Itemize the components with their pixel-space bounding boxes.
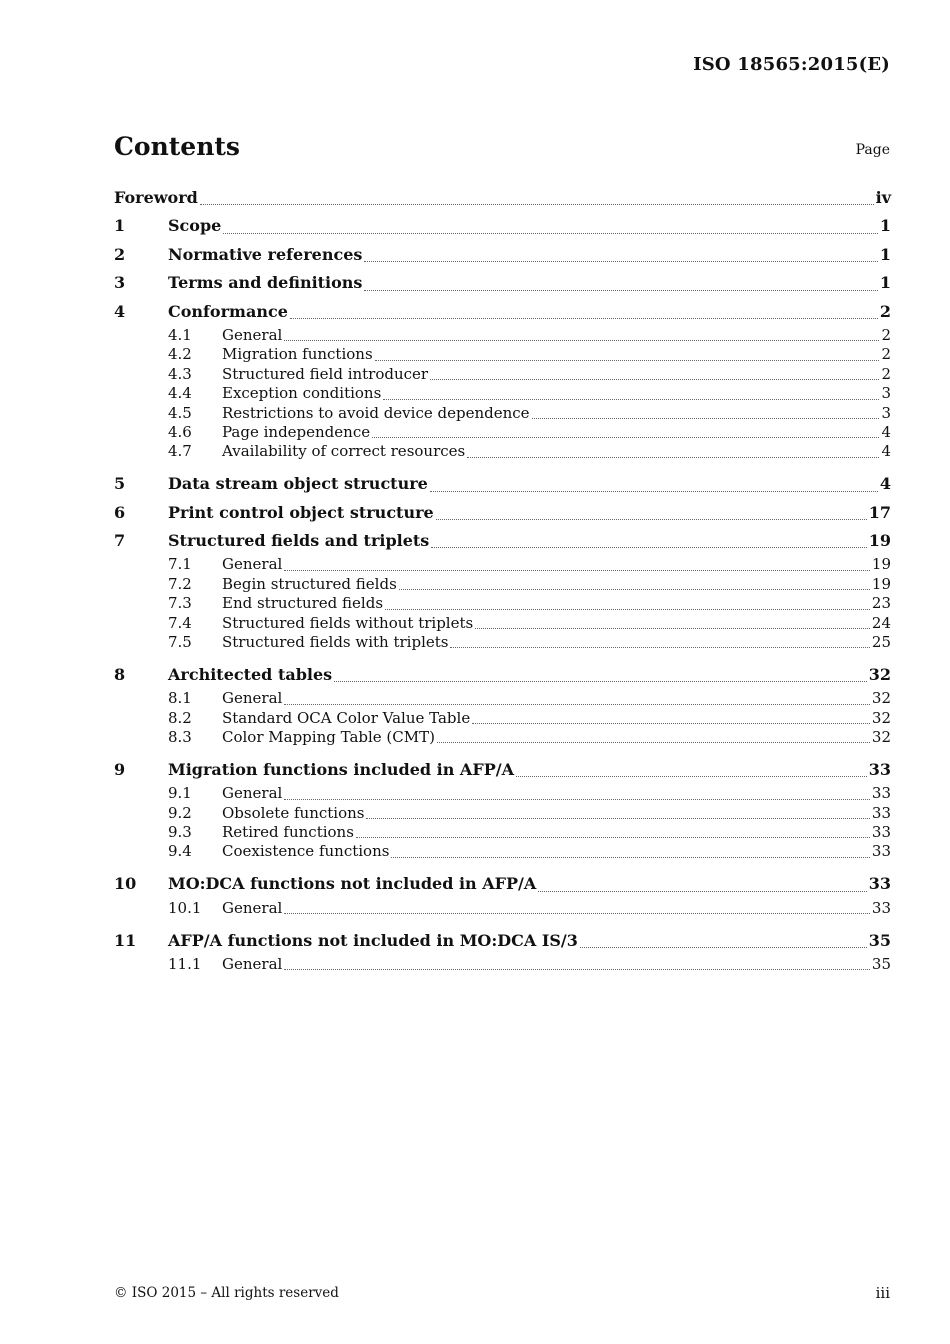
toc-entry-title: Terms and definitions: [168, 273, 363, 293]
toc-entry-number: 4: [114, 301, 126, 321]
toc-entry-number: 9.3: [168, 823, 192, 842]
toc-entry-page: iv: [875, 188, 891, 207]
toc-entry-number: 3: [114, 273, 126, 293]
toc-entry-number: 9: [114, 759, 126, 779]
toc-entry[interactable]: [114, 756, 891, 784]
toc-subentry[interactable]: [114, 633, 891, 652]
toc-entry-title: General: [222, 325, 283, 344]
toc-subentry[interactable]: [114, 842, 891, 861]
toc-entry-page: 32: [871, 727, 891, 746]
toc-entry-number: 7: [114, 530, 126, 550]
dot-leader: [290, 317, 878, 319]
dot-leader: [364, 289, 877, 291]
toc-subentry[interactable]: [114, 404, 891, 423]
dot-leader: [391, 856, 869, 858]
toc-entry-title: Migration functions: [222, 345, 373, 364]
dot-leader: [334, 680, 867, 682]
toc-entry-number: 9.4: [168, 842, 192, 861]
toc-entry[interactable]: [114, 212, 891, 240]
dot-leader: [284, 912, 870, 914]
toc-entry-title: General: [222, 955, 283, 973]
toc-entry-number: 4.5: [168, 403, 192, 422]
dot-leader: [538, 890, 866, 892]
toc-entry-title: Coexistence functions: [222, 842, 390, 861]
dot-leader: [383, 398, 879, 400]
dot-leader: [450, 646, 869, 648]
toc-entry-page: 2: [881, 345, 891, 364]
toc-entry-page: 35: [871, 955, 891, 973]
toc-entry-number: 8.1: [168, 689, 192, 708]
toc-entry-title: Color Mapping Table (CMT): [222, 727, 435, 746]
toc-entry-number: 10: [114, 874, 137, 894]
toc-entry-title: Exception conditions: [222, 384, 382, 403]
toc-entry[interactable]: [114, 499, 891, 527]
toc-entry-title: Structured fields without triplets: [222, 613, 474, 632]
toc-entry-number: 7.2: [168, 574, 192, 593]
toc-entry-number: 9.1: [168, 784, 192, 803]
toc-entry-number: 11: [114, 930, 137, 950]
toc-entry[interactable]: [114, 527, 891, 555]
dot-leader: [399, 588, 870, 590]
toc-entry[interactable]: [114, 661, 891, 689]
toc-entry-title: Architected tables: [168, 664, 333, 684]
toc-entry[interactable]: [114, 927, 891, 955]
toc-entry-title: Data stream object structure: [168, 474, 428, 494]
toc-entry-number: 7.3: [168, 594, 192, 613]
toc-entry-number: 6: [114, 502, 126, 522]
toc-subentry[interactable]: [114, 594, 891, 613]
dot-leader: [284, 703, 870, 705]
toc-entry-title: General: [222, 784, 283, 803]
toc-entry-page: 33: [871, 823, 891, 842]
toc-subentry[interactable]: [114, 955, 891, 974]
dot-leader: [436, 518, 867, 520]
toc-entry-number: 2: [114, 244, 126, 264]
dot-leader: [385, 608, 870, 610]
toc-entry-title: Restrictions to avoid device dependence: [222, 403, 530, 422]
toc-entry-page: 19: [868, 530, 891, 550]
toc-entry-title: Standard OCA Color Value Table: [222, 708, 471, 727]
dot-leader: [475, 627, 870, 629]
dot-leader: [467, 456, 879, 458]
dot-leader: [516, 775, 867, 777]
toc-entry[interactable]: [114, 184, 891, 212]
toc-entry-number: 4.1: [168, 325, 192, 344]
toc-subentry[interactable]: [114, 365, 891, 384]
toc-entry-page: 4: [879, 474, 891, 494]
toc-entry-page: 33: [868, 874, 891, 894]
toc-entry-page: 19: [871, 555, 891, 574]
toc-entry-title: Structured field introducer: [222, 364, 429, 383]
dot-leader: [437, 741, 870, 743]
toc-entry-number: 8.3: [168, 727, 192, 746]
toc-subentry[interactable]: [114, 345, 891, 364]
toc-subentry[interactable]: [114, 555, 891, 574]
dot-leader: [431, 546, 866, 548]
dot-leader: [284, 968, 870, 970]
toc-entry-page: 1: [879, 244, 891, 264]
toc-entry-page: 4: [881, 442, 891, 461]
toc-subentry[interactable]: [114, 709, 891, 728]
page-column-label: Page: [855, 142, 890, 158]
toc-entry-title: Conformance: [168, 301, 288, 321]
toc-entry-page: 32: [868, 664, 891, 684]
toc-entry-page: 2: [881, 325, 891, 344]
toc-entry-page: 24: [871, 613, 891, 632]
toc-entry-page: 33: [871, 803, 891, 822]
toc-entry-number: 8: [114, 664, 126, 684]
toc-entry-page: 23: [871, 594, 891, 613]
toc-entry-title: General: [222, 689, 283, 708]
toc-entry-number: 10.1: [168, 898, 202, 917]
toc-subentry[interactable]: [114, 728, 891, 747]
toc-entry-page: 32: [871, 708, 891, 727]
dot-leader: [284, 339, 879, 341]
toc-subentry[interactable]: [114, 823, 891, 842]
toc-subentry[interactable]: [114, 899, 891, 918]
toc-entry[interactable]: [114, 269, 891, 297]
toc-entry-title: Begin structured fields: [222, 574, 397, 593]
toc-entry-title: Structured fields and triplets: [168, 530, 430, 550]
dot-leader: [430, 490, 878, 492]
toc-entry-page: 33: [871, 842, 891, 861]
toc-entry-title: Normative references: [168, 244, 363, 264]
toc-subentry[interactable]: [114, 689, 891, 708]
toc-entry-title: Obsolete functions: [222, 803, 365, 822]
toc-subentry[interactable]: [114, 784, 891, 803]
toc-entry-number: 7.1: [168, 555, 192, 574]
dot-leader: [284, 569, 870, 571]
toc-entry-number: 11.1: [168, 955, 202, 973]
toc-entry[interactable]: [114, 870, 891, 898]
toc-subentry[interactable]: [114, 384, 891, 403]
toc-entry-title: Structured fields with triplets: [222, 632, 449, 651]
toc-entry-title: Migration functions included in AFP/A: [168, 759, 514, 779]
toc-entry-page: 33: [868, 759, 891, 779]
toc-entry-page: 1: [879, 216, 891, 236]
toc-entry-number: 4.7: [168, 442, 192, 461]
toc-entry-number: 8.2: [168, 708, 192, 727]
document-identifier: ISO 18565:2015(E): [693, 54, 890, 75]
dot-leader: [430, 378, 879, 380]
toc-entry-page: 25: [871, 632, 891, 651]
toc-entry-page: 3: [881, 403, 891, 422]
toc-entry[interactable]: [114, 241, 891, 269]
dot-leader: [364, 260, 877, 262]
toc-entry-title: Foreword: [114, 188, 198, 207]
toc-subentry[interactable]: [114, 804, 891, 823]
toc-entry-page: 2: [879, 301, 891, 321]
toc-entry-title: General: [222, 898, 283, 917]
toc-entry-page: 33: [871, 784, 891, 803]
toc-entry-number: 4.4: [168, 384, 192, 403]
toc-entry-page: 3: [881, 384, 891, 403]
dot-leader: [472, 722, 870, 724]
toc-entry[interactable]: [114, 298, 891, 326]
toc-subentry[interactable]: [114, 442, 891, 461]
toc-entry-title: AFP/A functions not included in MO:DCA IS/3: [168, 930, 578, 950]
toc-entry-number: 4.3: [168, 364, 192, 383]
toc-entry-page: 1: [879, 273, 891, 293]
dot-leader: [284, 798, 870, 800]
dot-leader: [372, 436, 879, 438]
toc-entry[interactable]: [114, 470, 891, 498]
toc-entry-number: 5: [114, 474, 126, 494]
table-of-contents: [114, 184, 891, 974]
toc-entry-number: 7.5: [168, 632, 192, 651]
dot-leader: [200, 203, 874, 205]
toc-entry-number: 4.6: [168, 422, 192, 441]
toc-entry-title: MO:DCA functions not included in AFP/A: [168, 874, 537, 894]
copyright-notice: © ISO 2015 – All rights reserved: [114, 1285, 339, 1301]
toc-entry-page: 32: [871, 689, 891, 708]
toc-entry-number: 4.2: [168, 345, 192, 364]
toc-entry-title: Availability of correct resources: [222, 442, 466, 461]
toc-entry-page: 4: [881, 422, 891, 441]
dot-leader: [356, 836, 870, 838]
toc-subentry[interactable]: [114, 423, 891, 442]
toc-entry-title: Retired functions: [222, 823, 354, 842]
toc-entry-page: 17: [868, 502, 891, 522]
dot-leader: [366, 817, 869, 819]
toc-entry-number: 1: [114, 216, 126, 236]
page-title: Contents: [114, 132, 241, 161]
toc-entry-page: 35: [868, 930, 891, 950]
toc-entry-title: End structured fields: [222, 594, 384, 613]
page-number: iii: [875, 1284, 890, 1302]
dot-leader: [375, 359, 880, 361]
toc-entry-page: 19: [871, 574, 891, 593]
toc-subentry[interactable]: [114, 575, 891, 594]
dot-leader: [532, 417, 880, 419]
toc-entry-title: Print control object structure: [168, 502, 434, 522]
dot-leader: [580, 946, 867, 948]
toc-entry-page: 33: [871, 898, 891, 917]
toc-entry-title: General: [222, 555, 283, 574]
toc-entry-page: 2: [881, 364, 891, 383]
toc-entry-title: Page independence: [222, 422, 371, 441]
toc-entry-number: 9.2: [168, 803, 192, 822]
toc-entry-title: Scope: [168, 216, 222, 236]
toc-subentry[interactable]: [114, 614, 891, 633]
toc-entry-number: 7.4: [168, 613, 192, 632]
toc-subentry[interactable]: [114, 326, 891, 345]
dot-leader: [223, 232, 878, 234]
